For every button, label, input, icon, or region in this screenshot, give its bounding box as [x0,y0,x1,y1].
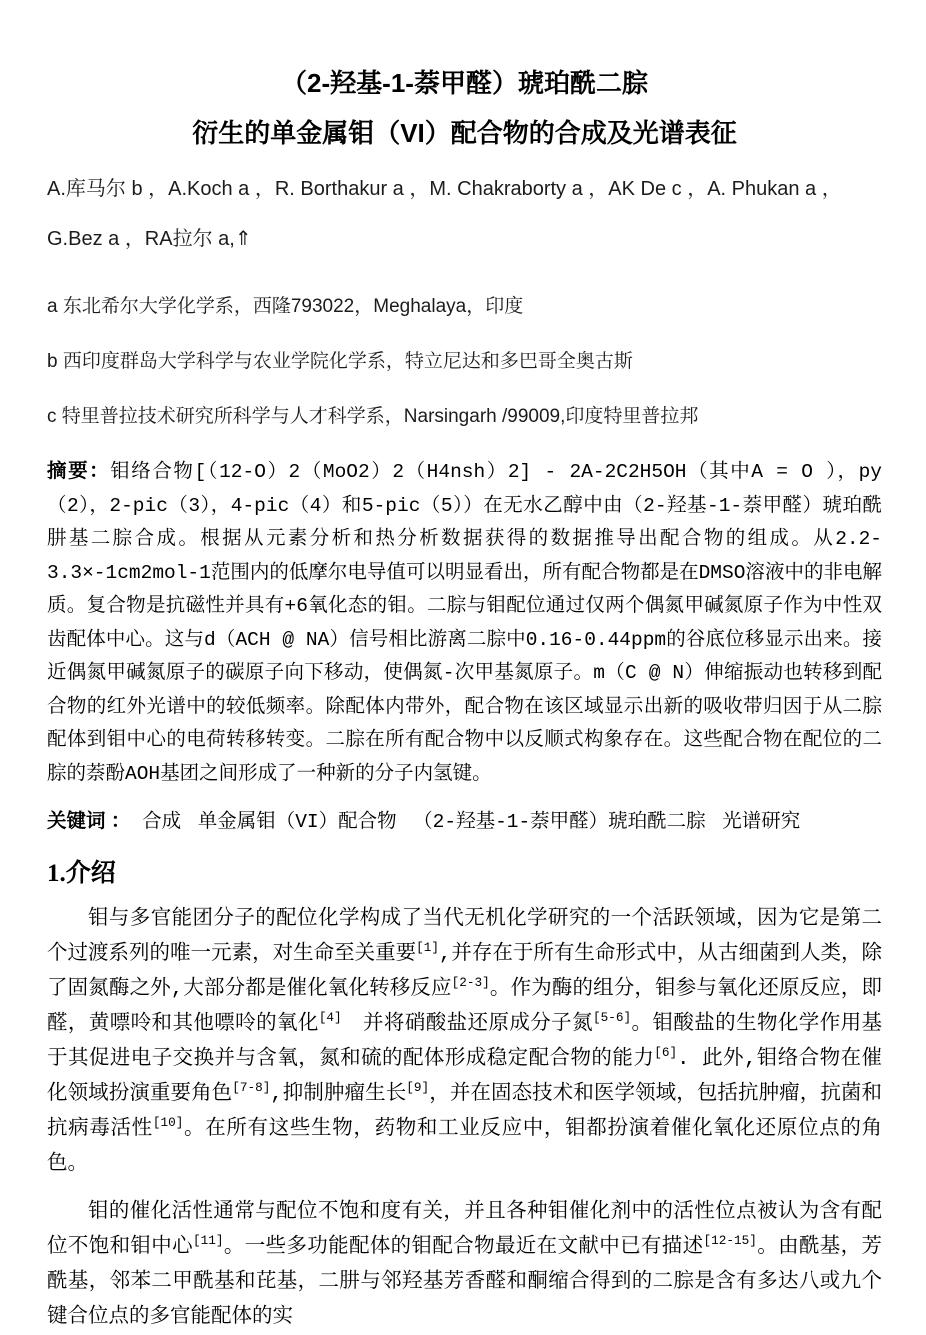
keywords-line [47,808,882,835]
intro-paragraph-1: 钼与多官能团分子的配位化学构成了当代无机化学研究的一个活跃领域，因为它是第二个过渡系列的唯一元素，对生命至关重要[1],并存在于所有生命形式中，从古细菌到人类，除了固氮酶之外,大部分都是催化氧化转移反应[2-3]。作为酶的组分，钼参与氧化还原反应，即醛，黄嘌呤和其他嘌呤的氧化[4] 并将硝酸盐还原成分子氮[5-6]。钼酸盐的生物化学作用基于其促进电子交换并与含氧，氮和硫的配体形成稳定配合物的能力[6]. 此外,钼络合物在催化领域扮演重要角色[7-8],抑制肿瘤生长[9]，并在固态技术和医学领域，包括抗肿瘤，抗菌和抗病毒活性[10]。在所有这些生物，药物和工业反应中，钼都扮演着催化氧化还原位点的角色。 [47,908,883,1176]
abstract-text: 钼络合物[（12-O）2（MoO2）2（H4nsh）2] - 2A-2C2H5OH（其中A = O ），py（2），2-pic（3），4-pic（4）和5-pic（5））在无水乙醇中由（2-羟基-1-萘甲醛）琥珀酰肼基二腙合成。根据从元素分析和热分析数据获得的数据推导出配合物的组成。从2.2-3.3×-1cm2mol-1范围内的低摩尔电导值可以明显看出，所有配合物都是在DMSO溶液中的非电解质。复合物是抗磁性并具有+6氧化态的钼。二腙与钼配位通过仅两个偶氮甲碱氮原子作为中性双齿配体中心。这与d（ACH @ NA）信号相比游离二腙中0.16-0.44ppm的谷底位移显示出来。接近偶氮甲碱氮原子的碳原子向下移动，使偶氮-次甲基氮原子。m（C @ N）伸缩振动也转移到配合物的红外光谱中的较低频率。除配体内带外，配合物在该区域显示出新的吸收带归因于从二腙配体到钼中心的电荷转移转变。二腙在所有配合物中以反顺式构象存在。这些配合物在配位的二腙的萘酚AOH基团之间形成了一种新的分子内氢键。 [47,461,882,785]
citation-ref: [6] [654,1045,678,1061]
intro-paragraph-2: 钼的催化活性通常与配位不饱和度有关，并且各种钼催化剂中的活性位点被认为含有配位不饱和钼中心[11]。一些多功能配体的钼配合物最近在文献中已有描述[12-15]。由酰基，芳酰基，邻苯二甲酰基和芘基，二肼与邻羟基芳香醛和酮缩合得到的二腙是含有多达八或九个键合位点的多官能配体的实 [47,1201,883,1329]
citation-ref: [10] [152,1115,184,1131]
citation-ref: [7-8] [232,1080,271,1096]
affiliation-a: a 东北希尔大学化学系，西隆793022，Meghalaya，印度 [47,296,524,317]
affiliation-b: b 西印度群岛大学科学与农业学院化学系，特立尼达和多巴哥全奥古斯 [47,351,633,372]
abstract-label: 摘要： [47,460,111,482]
keywords-items [142,811,800,833]
paper-title-line2: 衍生的单金属钼（VI）配合物的合成及光谱表征 [192,118,737,148]
citation-ref: [1] [416,940,440,956]
keyword-item: 合成 [142,811,182,833]
citation-ref: [2-3] [451,975,490,991]
keyword-item: 光谱研究 [722,811,801,833]
citation-ref: [12-15] [703,1233,757,1249]
section-heading-introduction: 1.介绍 [47,860,116,887]
citation-ref: [9] [406,1080,430,1096]
keyword-item: 单金属钼（VI）配合物 [197,811,397,833]
citation-ref: [4] [318,1010,342,1026]
paper-title [47,58,882,158]
paper-title-line1: （2-羟基-1-萘甲醛）琥珀酰二腙 [281,68,648,98]
citation-ref: [5-6] [593,1010,632,1026]
citation-ref: [11] [192,1233,224,1249]
keywords-label: 关键词 ： [47,810,131,832]
affiliation-c: c 特里普拉技术研究所科学与人才科学系，Narsingarh /99009,印度特里普拉邦 [47,406,699,427]
abstract-paragraph [47,455,882,791]
authors-line: A.库马尔 b ，A.Koch a ，R. Borthakur a ，M. Chakraborty a ，AK De c ，A. Phukan a ，G.Bez a ，RA拉尔 a,⇑ [47,178,842,250]
keyword-item: （2-羟基-1-萘甲醛）琥珀酰二腙 [413,811,706,833]
